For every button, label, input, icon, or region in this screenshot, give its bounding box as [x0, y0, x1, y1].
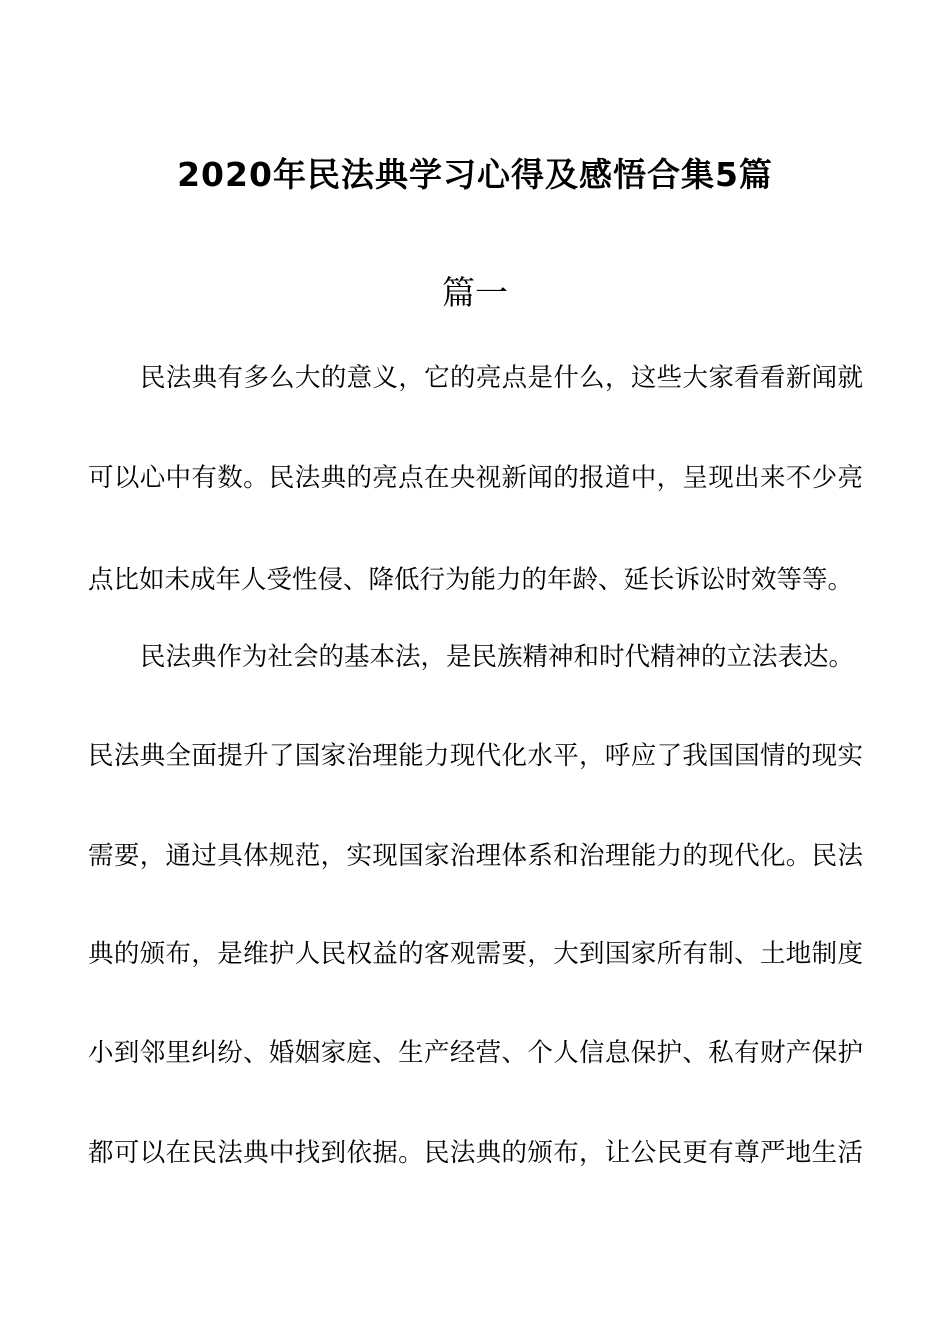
text-line: 都可以在民法典中找到依据。民法典的颁布，让公民更有尊严地生活: [88, 1138, 863, 1168]
text-line: 点比如未成年人受性侵、降低行为能力的年龄、延长诉讼时效等等。: [88, 565, 854, 595]
text-line: 民法典全面提升了国家治理能力现代化水平，呼应了我国国情的现实: [88, 741, 863, 771]
text-line: 需要，通过具体规范，实现国家治理体系和治理能力的现代化。民法: [88, 841, 863, 871]
text-line: 民法典作为社会的基本法，是民族精神和时代精神的立法表达。: [140, 642, 855, 672]
text-line: 民法典有多么大的意义，它的亮点是什么，这些大家看看新闻就: [140, 363, 863, 393]
document-title: 2020年民法典学习心得及感悟合集5篇: [177, 155, 773, 194]
text-line: 典的颁布，是维护人民权益的客观需要，大到国家所有制、土地制度: [88, 939, 863, 969]
section-heading: 篇一: [442, 273, 508, 312]
text-line: 小到邻里纠纷、婚姻家庭、生产经营、个人信息保护、私有财产保护: [88, 1038, 863, 1068]
text-line: 可以心中有数。民法典的亮点在央视新闻的报道中，呈现出来不少亮: [88, 463, 863, 493]
